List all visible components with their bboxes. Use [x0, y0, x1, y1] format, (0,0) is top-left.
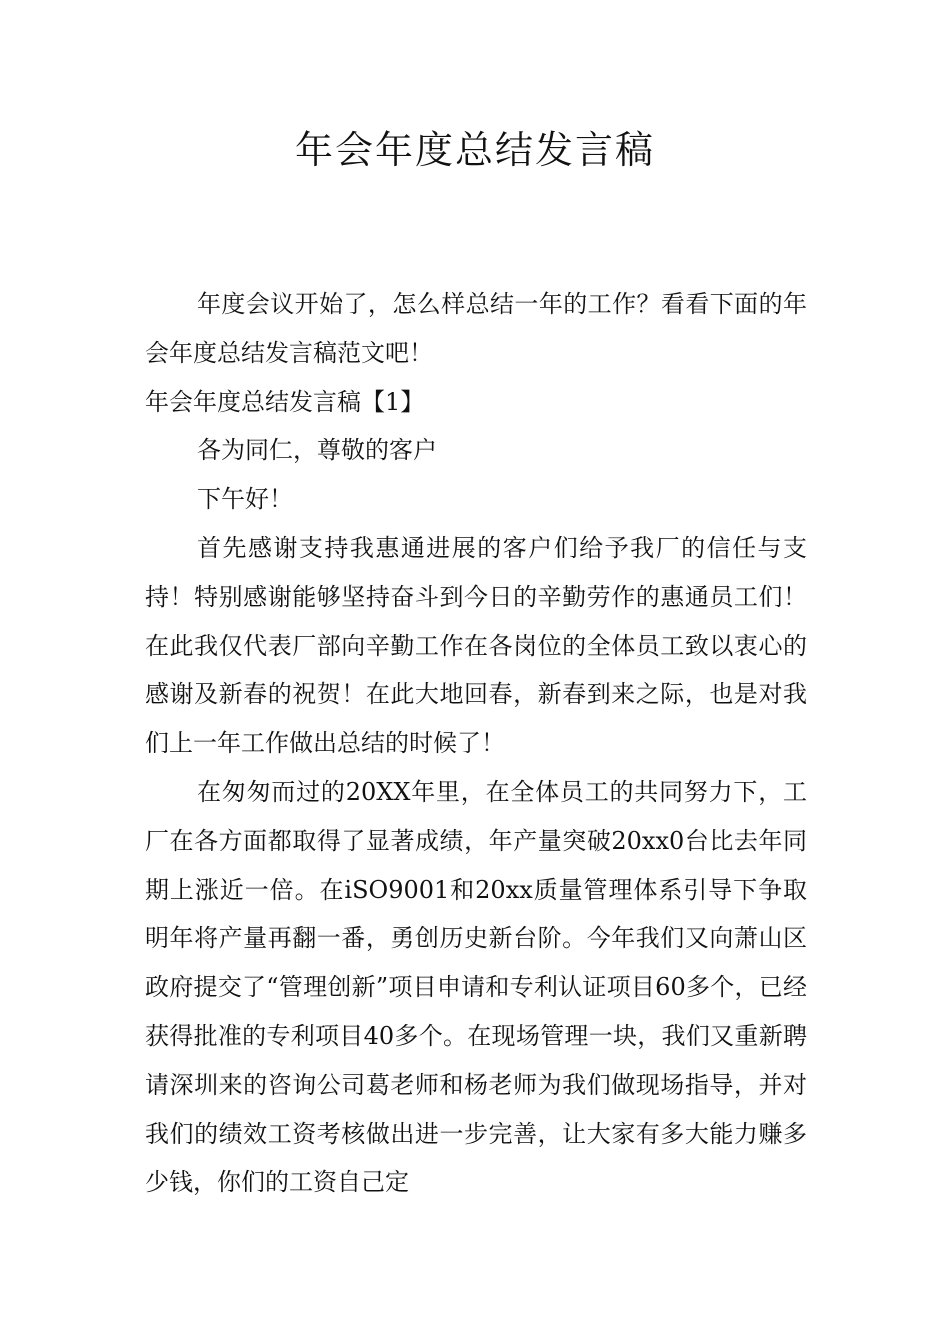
- document-body: [145, 280, 807, 1207]
- paragraph-greeting-audience: 各为同仁，尊敬的客户: [197, 436, 437, 465]
- document-title: 年会年度总结发言稿: [294, 128, 655, 172]
- paragraph-thanks: 首先感谢支持我惠通进展的客户们给予我厂的信任与支持！特别感谢能够坚持奋斗到今日的辛勤劳作的惠通员工们！在此我仅代表厂部向辛勤工作在各岗位的全体员工致以衷心的感谢及新春的祝贺！在此大地回春，新春到来之际，也是对我们上一年工作做出总结的时候了！: [145, 533, 807, 758]
- paragraph-section-heading: 年会年度总结发言稿【1】: [145, 387, 425, 416]
- paragraph-achievements: 在匆匆而过的20XX年里，在全体员工的共同努力下，工厂在各方面都取得了显著成绩，年产量突破20xx0台比去年同期上涨近一倍。在iSO9001和20xx质量管理体系引导下争取明年将产量再翻一番，勇创历史新台阶。今年我们又向萧山区政府提交了“管理创新”项目申请和专利认证项目60多个，已经获得批准的专利项目40多个。在现场管理一块，我们又重新聘请深圳来的咨询公司葛老师和杨老师为我们做现场指导，并对我们的绩效工资考核做出进一步完善，让大家有多大能力赚多少钱，你们的工资自己定: [145, 777, 807, 1197]
- paragraph-intro: 年度会议开始了，怎么样总结一年的工作？看看下面的年会年度总结发言稿范文吧！: [145, 290, 807, 367]
- paragraph-greeting: 下午好！: [197, 485, 293, 514]
